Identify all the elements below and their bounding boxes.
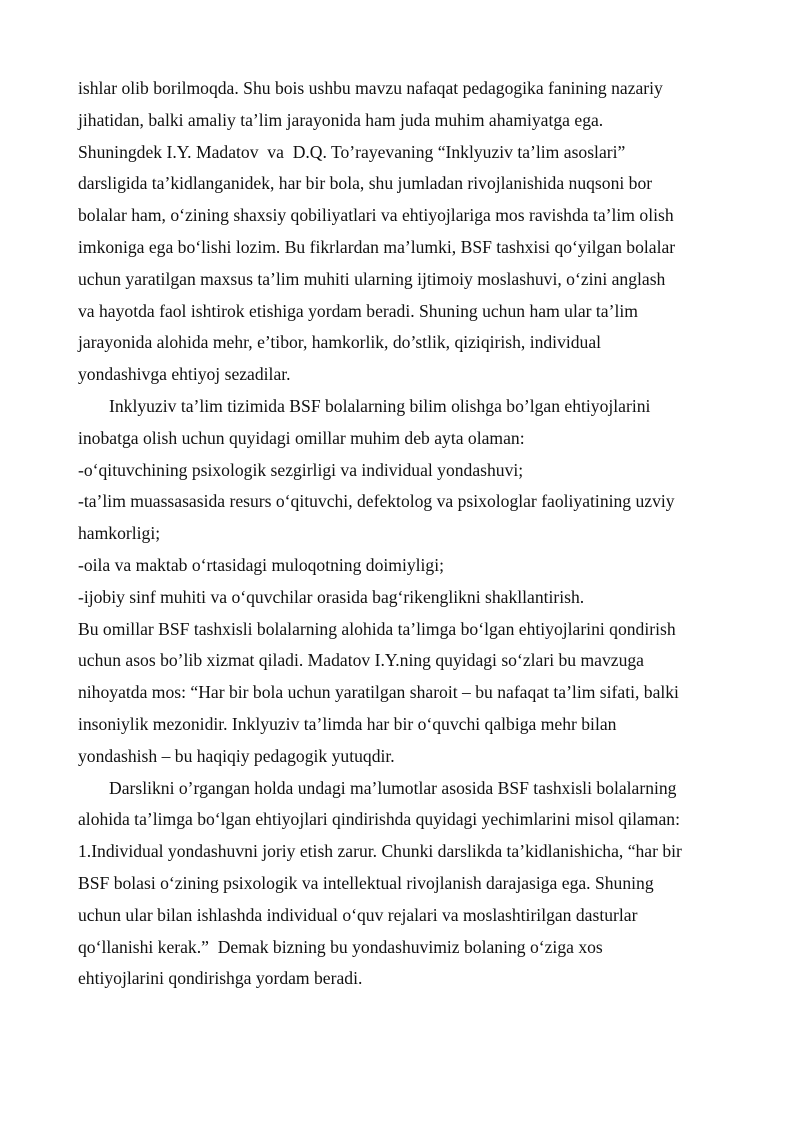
text-line: nihoyatda mos: “Har bir bola uchun yaratilgan sharoit – bu nafaqat ta’lim sifati, balki	[78, 682, 679, 703]
text-line: inobatga olish uchun quyidagi omillar muhim deb ayta olaman:	[78, 427, 525, 448]
text-line: Darslikni o’rgangan holda undagi ma’lumotlar asosida BSF tashxisli bolalarning	[109, 777, 677, 798]
text-line: BSF bolasi o‘zining psixologik va intellektual rivojlanish darajasiga ega. Shuning	[78, 872, 654, 893]
text-line: insoniylik mezonidir. Inklyuziv ta’limda har bir o‘quvchi qalbiga mehr bilan	[78, 713, 617, 734]
text-line: jarayonida alohida mehr, e’tibor, hamkorlik, do’stlik, qiziqirish, individual	[78, 332, 602, 353]
text-line: uchun ular bilan ishlashda individual o‘quv rejalari va moslashtirilgan dasturlar	[78, 904, 638, 925]
text-line: ishlar olib borilmoqda. Shu bois ushbu mavzu nafaqat pedagogika fanining nazariy	[78, 78, 663, 98]
text-line: -ta’lim muassasasida resurs o‘qituvchi, defektolog va psixologlar faoliyatining uzviy	[78, 491, 675, 512]
text-line: qo‘llanishi kerak.” Demak bizning bu yondashuvimiz bolaning o‘ziga xos	[78, 936, 603, 957]
text-line: -ijobiy sinf muhiti va o‘quvchilar orasida bag‘rikenglikni shakllantirish.	[78, 586, 585, 607]
text-line: Bu omillar BSF tashxisli bolalarning alohida ta’limga bo‘lgan ehtiyojlarini qondirish	[78, 618, 676, 639]
text-line: -o‘qituvchining psixologik sezgirligi va individual yondashuvi;	[78, 459, 524, 480]
text-line: darsligida ta’kidlanganidek, har bir bola, shu jumladan rivojlanishida nuqsoni bor	[78, 173, 653, 194]
text-line: imkoniga ega bo‘lishi lozim. Bu fikrlardan ma’lumki, BSF tashxisi qo‘yilgan bolalar	[78, 236, 676, 257]
text-line: bolalar ham, o‘zining shaxsiy qobiliyatlari va ehtiyojlariga mos ravishda ta’lim olish	[78, 205, 674, 226]
text-line: Shuningdek I.Y. Madatov va D.Q. To’rayevaning “Inklyuziv ta’lim asoslari”	[78, 141, 626, 162]
text-line: Inklyuziv ta’lim tizimida BSF bolalarning bilim olishga bo’lgan ehtiyojlarini	[109, 395, 651, 416]
text-line: yondashish – bu haqiqiy pedagogik yutuqdir.	[78, 745, 395, 766]
text-line: jihatidan, balki amaliy ta’lim jarayonida ham juda muhim ahamiyatga ega.	[78, 109, 604, 130]
text-line: yondashivga ehtiyoj sezadilar.	[78, 364, 291, 385]
text-line: 1.Individual yondashuvni joriy etish zarur. Chunki darslikda ta’kidlanishicha, “har bir	[78, 841, 682, 862]
document-page	[78, 73, 728, 995]
text-line: ehtiyojlarini qondirishga yordam beradi.	[78, 968, 363, 989]
text-line: uchun yaratilgan maxsus ta’lim muhiti ularning ijtimoiy moslashuvi, o‘zini anglash	[78, 268, 666, 289]
text-line: alohida ta’limga bo‘lgan ehtiyojlari qindirishda quyidagi yechimlarini misol qilaman:	[78, 809, 680, 830]
text-line: hamkorligi;	[78, 523, 161, 544]
text-line: -oila va maktab o‘rtasidagi muloqotning doimiyligi;	[78, 554, 444, 575]
text-line: uchun asos bo’lib xizmat qiladi. Madatov I.Y.ning quyidagi so‘zlari bu mavzuga	[78, 650, 644, 671]
text-line: va hayotda faol ishtirok etishiga yordam beradi. Shuning uchun ham ular ta’lim	[78, 300, 638, 321]
